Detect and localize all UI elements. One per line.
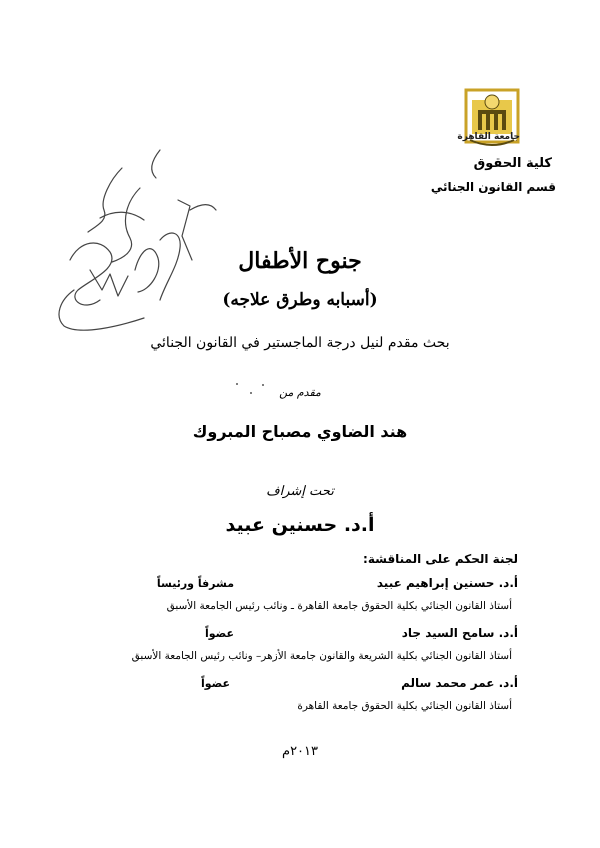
author-name: هند الضاوي مصباح المبروك	[192, 422, 408, 441]
supervisor-name: أ.د. حسنين عبيد	[225, 514, 375, 536]
submission-year: ٢٠١٣م	[282, 744, 318, 759]
university-name: جامعة القاهرة	[457, 132, 520, 142]
department-name: قسم القانون الجنائي	[430, 180, 556, 194]
supervision-label: تحت إشراف	[266, 484, 334, 499]
committee-member-name: أ.د. سامح السيد جاد	[401, 626, 518, 640]
committee-member-description: أستاذ القانون الجنائي بكلية الحقوق جامعة القاهرة	[297, 700, 512, 712]
committee-member-role: عضواً	[200, 677, 230, 690]
committee-member-role: عضواً	[204, 627, 234, 640]
handwritten-signature	[40, 140, 250, 350]
committee-member-name: أ.د. حسنين إبراهيم عبيد	[376, 576, 518, 590]
cairo-university-logo	[462, 88, 522, 160]
thesis-purpose: بحث مقدم لنيل درجة الماجستير في القانون الجنائي	[150, 335, 450, 351]
committee-member-role: مشرفاً ورئيساً	[156, 577, 234, 590]
committee-member-name: أ.د. عمر محمد سالم	[401, 676, 518, 690]
submitted-by-label: مقدم من	[279, 386, 321, 399]
scan-dot	[236, 383, 238, 385]
committee-title: لجنة الحكم على المناقشة:	[363, 552, 518, 566]
committee-member-description: أستاذ القانون الجنائي بكلية الحقوق جامعة القاهرة ـ ونائب رئيس الجامعة الأسبق	[166, 600, 512, 612]
committee-member-description: أستاذ القانون الجنائي بكلية الشريعة والقانون جامعة الأزهر– ونائب رئيس الجامعة الأسبق	[131, 650, 512, 662]
thesis-title: جنوح الأطفال	[238, 248, 362, 274]
thesis-subtitle: (أسبابه وطرق علاجه)	[222, 290, 378, 310]
faculty-name: كلية الحقوق	[473, 156, 552, 171]
